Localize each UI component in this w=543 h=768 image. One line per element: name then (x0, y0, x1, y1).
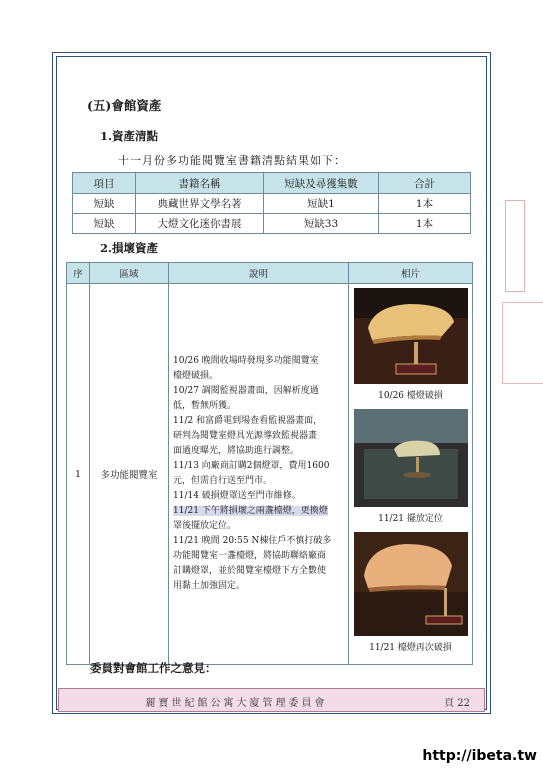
cell: 典藏世界文學名著 (136, 194, 264, 214)
damage-table (66, 262, 473, 665)
inventory-heading: 1.資產清點 (100, 129, 159, 143)
desc-line: 10/26 晚間收場時發現多功能閱覽室 (173, 356, 319, 366)
watermark: http://ibeta.tw (422, 748, 537, 764)
cell: 短缺33 (264, 214, 379, 234)
desc-line (173, 504, 344, 519)
desc-line: 面過度曝光，將協助進行調整。 (173, 446, 300, 456)
desc-line: 用黏土加強固定。 (173, 581, 246, 591)
cell: 1本 (379, 194, 471, 214)
row-description (169, 284, 349, 665)
desc-line: 11/2 和富爵電到場查看監視器畫面， (173, 416, 323, 426)
desc-line: 10/27 調閱監視器畫面，因解析度過 (173, 386, 319, 396)
desc-line: 元，但需自行送至門市。 (173, 476, 273, 486)
column-header: 說明 (169, 263, 349, 284)
cell: 短缺1 (264, 194, 379, 214)
seal-stamp (505, 200, 525, 292)
column-header: 區域 (90, 263, 169, 284)
lamp-photo-1 (354, 288, 468, 384)
section-title: (五)會館資產 (87, 98, 162, 113)
inventory-table (72, 172, 471, 234)
table-row (67, 284, 473, 665)
column-header: 項目 (73, 173, 136, 194)
column-header: 序 (67, 263, 90, 284)
desc-line-highlight: 11/21 下午將損壞之兩盞檯燈，更換燈 (173, 506, 328, 516)
table-row (73, 194, 471, 214)
page-footer (58, 688, 485, 712)
inventory-intro: 十一月份多功能閱覽室書籍清點結果如下： (118, 154, 346, 167)
desc-line: 11/14 破損燈罩送至門市維修。 (173, 491, 301, 501)
lamp-photo-3 (354, 532, 468, 636)
desc-line: 研判為閱覽室燈具光源導致監視器畫 (173, 431, 318, 441)
seal-stamp (502, 302, 543, 384)
row-photos (349, 284, 473, 665)
row-number: 1 (67, 284, 90, 665)
desc-line: 罩後擺放定位。 (173, 521, 237, 531)
table-row (73, 214, 471, 234)
cell: 短缺 (73, 194, 136, 214)
desc-line: 檯燈破損。 (173, 371, 219, 381)
lamp-photo-2 (354, 409, 468, 507)
footer-title: 麗寶世紀館公寓大廈管理委員會 (145, 698, 328, 709)
column-header: 書籍名稱 (136, 173, 264, 194)
page-number: 頁 22 (444, 698, 470, 709)
desc-line: 功能閱覽室一盞檯燈，將協助聯絡廠商 (173, 551, 327, 561)
damage-heading: 2.損壞資產 (100, 241, 159, 255)
photo-caption: 10/26 檯燈破損 (378, 390, 443, 401)
desc-line: 訂購燈罩，並於閱覽室檯燈下方全數使 (173, 566, 327, 576)
desc-line: 低，暫無所獲。 (173, 401, 237, 411)
photo-caption: 11/21 檯燈再次破損 (369, 642, 452, 653)
desc-line: 11/13 向廠商訂購2個燈罩，費用1600 (173, 461, 330, 471)
committee-note: 委員對會館工作之意見： (90, 661, 217, 675)
column-header: 相片 (349, 263, 473, 284)
column-header: 短缺及尋獲集數 (264, 173, 379, 194)
cell: 大燈文化迷你書展 (136, 214, 264, 234)
row-area: 多功能閱覽室 (90, 284, 169, 665)
column-header: 合計 (379, 173, 471, 194)
inventory-header-row (73, 173, 471, 194)
cell: 短缺 (73, 214, 136, 234)
desc-line: 11/21 晚間 20:55 N棟住戶不慎打破多 (173, 536, 332, 546)
damage-header-row (67, 263, 473, 284)
cell: 1本 (379, 214, 471, 234)
photo-caption: 11/21 擺放定位 (378, 513, 443, 524)
